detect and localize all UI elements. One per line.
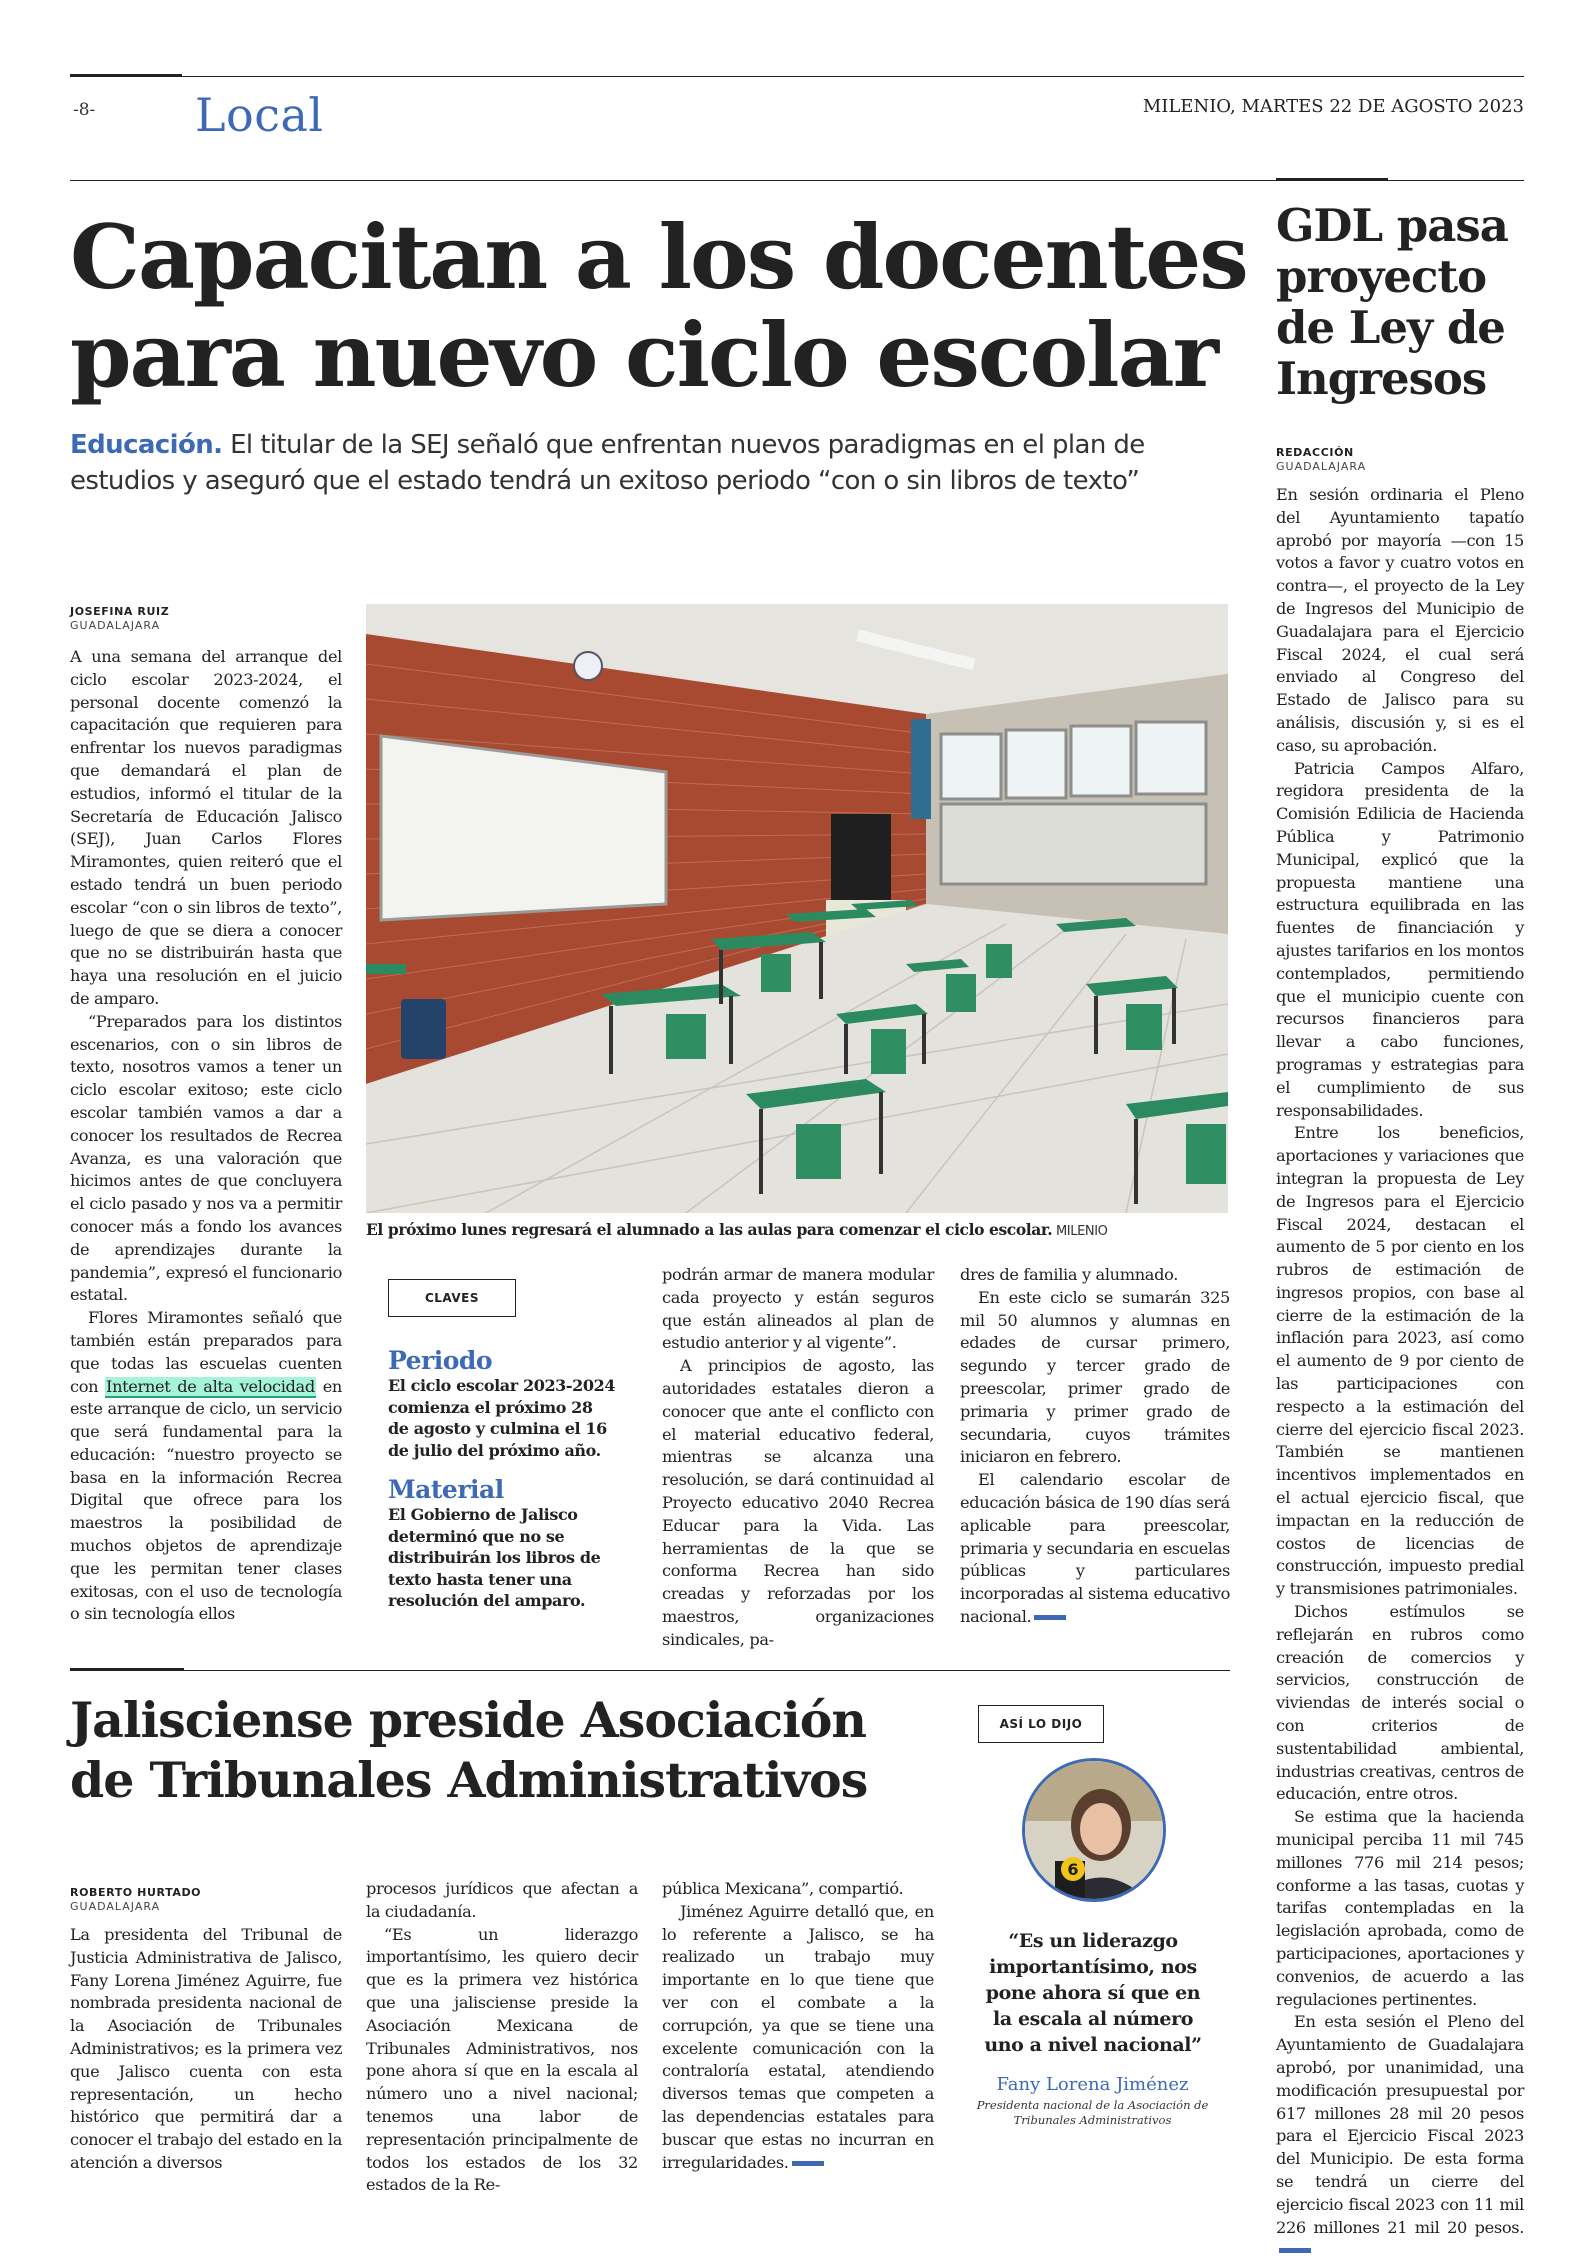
main-column-3 <box>662 1264 934 1652</box>
speaker-portrait <box>1022 1758 1166 1902</box>
masthead-accent-rule <box>70 74 182 77</box>
classroom-illustration <box>366 604 1228 1213</box>
side-paragraph: Entre los beneficios, aportaciones y variaciones que integran la propuesta de Ley de Ingresos para el Ejercicio Fiscal 2024, destacan el aumento de 5 por ciento en los rubros de estimación de ingresos propios, con base al cierre de la estimación de la inflación para 2023, así como el aumento de 9 por ciento de las participaciones con respecto a la estimación del cierre del ejercicio fiscal 2023. También se mantienen incentivos implementados en el actual ejercicio fiscal, que impactan en la reducción de costos de licencias de construcción, impuesto predial y transmisiones patrimoniales. <box>1276 1123 1524 1599</box>
dek-line2: estudios y aseguró que el estado tendrá un exitoso periodo “con o sin libros de texto” <box>70 466 1140 496</box>
dateline: MILENIO, MARTES 22 DE AGOSTO 2023 <box>1142 96 1524 117</box>
side-headline: GDL pasa proyecto de Ley de Ingresos <box>1276 199 1508 405</box>
main-paragraph: podrán armar de manera modular cada proyecto y están seguros que están alineados al plan de estudio anterior y al vigente”. <box>662 1265 934 1353</box>
end-mark <box>792 2161 824 2166</box>
main-headline-line2: para nuevo ciclo escolar <box>70 303 1217 407</box>
main-paragraph: “Preparados para los distintos escenarios, con o sin libros de texto, nosotros vamos a tener un ciclo escolar exitoso; este ciclo escolar también vamos a dar a conocer los resultados de Recrea Avanza, es una valoración que hicimos antes de que concluyera el ciclo pasado y nos va a permitir conocer más a fondo los avances de aprendizajes durante la pandemia”, expresó el funcionario estatal. <box>70 1011 342 1305</box>
dek-line1: El titular de la SEJ señaló que enfrentan nuevos paradigmas en el plan de <box>222 430 1145 460</box>
masthead-top-rule <box>182 76 1524 77</box>
side-paragraph: Patricia Campos Alfaro, regidora presidenta de la Comisión Edilicia de Hacienda Pública y Patrimonio Municipal, explicó que la propuesta mantiene una estructura equilibrada en las fuentes de financiación y ajustes tarifarios en los montos contemplados, permitiendo que el municipio cuente con recursos financieros para llevar a cabo funciones, programas y estrategias para el cumplimiento de sus responsabilidades. <box>1276 758 1524 1120</box>
second-paragraph: Jiménez Aguirre detalló que, en lo referente a Jalisco, se ha realizado un trabajo muy importante en lo que tiene que ver con el combate a la corrupción, ya que se tiene una excelente comunicación con la contraloría estatal, atendiendo diversos temas que competen a las dependencias estatales para buscar que estas no incurran en irregularidades. <box>662 1901 934 2172</box>
second-accent-rule <box>70 1668 184 1671</box>
portrait-illustration <box>1025 1761 1163 1899</box>
second-paragraph: procesos jurídicos que afectan a la ciudadanía. <box>366 1879 638 1921</box>
clave-text: El Gobierno de Jalisco determinó que no se distribuirán los libros de texto hasta tener una resolución del amparo. <box>388 1505 601 1610</box>
main-byline <box>70 605 169 632</box>
clave-text: El ciclo escolar 2023-2024 comienza el próximo 28 de agosto y culmina el 16 de julio del próximo año. <box>388 1376 616 1460</box>
second-headline <box>70 1690 1010 1810</box>
claves-panel <box>388 1346 618 1612</box>
quote-label: ASÍ LO DIJO <box>978 1705 1104 1743</box>
mic-flag-number: 6 <box>1067 1860 1079 1879</box>
main-headline-line1: Capacitan a los docentes <box>70 205 1247 309</box>
side-paragraph: En sesión ordinaria el Pleno del Ayuntamiento tapatío aprobó por mayoría —con 15 votos a favor y cuatro votos en contra—, el proyecto de la Ley de Ingresos del Municipio de Guadalajara para el Ejercicio Fiscal 2024, el cual será enviado al Congreso del Estado de Jalisco para su análisis, discusión y, si es el caso, su aprobación. <box>1276 485 1524 755</box>
main-paragraph: A una semana del arranque del ciclo escolar 2023-2024, el personal docente comenzó la capacitación que requieren para enfrentar los nuevos paradigmas que demandará el plan de estudios, informó el titular de la Secretaría de Educación Jalisco (SEJ), Juan Carlos Flores Miramontes, quien reiteró que el estado tendrá un buen periodo escolar “con o sin libros de texto”, luego de que se diera a conocer que no se distribuirán hasta que haya una resolución en el juicio de amparo. <box>70 647 342 1008</box>
main-paragraph: dres de familia y alumnado. <box>960 1265 1179 1284</box>
main-column-1 <box>70 646 342 1626</box>
second-column-3 <box>662 1878 934 2174</box>
main-paragraph: En este ciclo se sumarán 325 mil 50 alumnos y alumnas en edades de cursar primero, segundo y tercer grado de preescolar, primer grado de primaria y primer grado de secundaria, cuyos trámites iniciaron en febrero. <box>960 1287 1230 1467</box>
second-column-2 <box>366 1878 638 2197</box>
second-top-rule <box>184 1670 1230 1671</box>
main-paragraph: Flores Miramontes señaló que también están preparados para que todas las escuelas cuenten con Internet de alta velocidad en este arranque de ciclo, un servicio que será fundamental para la educación: “nuestro proyecto se basa en la información Recrea Digital que ofrece para los maestros la posibilidad de muchos objetos de aprendizaje que les permitan tener clases exitosas, con el uso de tecnología o sin tecnología ellos <box>70 1308 343 1624</box>
main-paragraph: El calendario escolar de educación básica de 190 días será aplicable para preescolar, primaria y secundaria en escuelas públicas y particulares incorporadas al sistema educativo nacional. <box>960 1470 1230 1626</box>
highlighted-text: Internet de alta velocidad <box>106 1376 315 1396</box>
byline-author: REDACCIÓN <box>1276 446 1354 459</box>
second-byline <box>70 1886 201 1913</box>
second-paragraph: La presidenta del Tribunal de Justicia Administrativa de Jalisco, Fany Lorena Jiménez Aguirre, fue nombrada presidenta nacional de la Asociación de Tribunales Administrativos; es la primera vez que Jalisco cuenta con esta representación, un hecho histórico que permitirá dar a conocer el trabajo del estado en la atención a diversos <box>70 1925 342 2172</box>
main-headline <box>70 205 1250 407</box>
dek-kicker: Educación. <box>70 430 223 460</box>
second-paragraph: “Es un liderazgo importantísimo, les quiero decir que es la primera vez histórica que una jalisciense preside la Asociación Mexicana de Tribunales Administrativos, nos pone ahora sí que en la escala al número uno a nivel nacional; tenemos una labor de representación principalmente de todos los estados de los 32 estados de la Re- <box>366 1924 638 2195</box>
side-byline <box>1276 446 1366 473</box>
page-number: -8- <box>73 100 96 120</box>
photo-caption: El próximo lunes regresará el alumnado a las aulas para comenzar el ciclo escolar. MILENIO <box>366 1220 1108 1239</box>
photo-credit: MILENIO <box>1052 1224 1108 1239</box>
end-mark <box>1034 1615 1066 1620</box>
byline-place: GUADALAJARA <box>70 1900 161 1913</box>
side-column <box>1276 484 1524 2262</box>
second-paragraph: pública Mexicana”, compartió. <box>662 1879 904 1898</box>
byline-author: ROBERTO HURTADO <box>70 1886 202 1899</box>
byline-author: JOSEFINA RUIZ <box>70 605 170 618</box>
end-mark <box>1279 2248 1311 2253</box>
byline-place: GUADALAJARA <box>1276 460 1367 473</box>
main-paragraph: A principios de agosto, las autoridades estatales dieron a conocer que ante el conflicto con el material educativo federal, mientras se alcanza una resolución, se dará continuidad al Proyecto educativo 2040 Recrea Educar para la Vida. Las herramientas de la que se conforma Recrea han sido creadas y reforzadas por los maestros, organizaciones sindicales, pa- <box>662 1356 934 1649</box>
quote-attribution-role: Presidenta nacional de la Asociación de Tribunales Administrativos <box>976 2098 1209 2127</box>
sidebar-accent-rule <box>1276 178 1388 181</box>
classroom-photo <box>366 604 1228 1213</box>
claves-label: CLAVES <box>388 1279 516 1317</box>
main-column-4 <box>960 1264 1230 1629</box>
clave-title: Periodo <box>388 1346 493 1375</box>
pull-quote: “Es un liderazgo importantísimo, nos pone ahora sí que en la escala al número uno a nivel nacional” <box>984 1930 1202 2056</box>
side-paragraph: En esta sesión el Pleno del Ayuntamiento de Guadalajara aprobó, por unanimidad, una modificación presupuestal por 617 millones 28 mil 20 pesos para el Ejercicio Fiscal 2023 del Municipio. De esta forma se tendrá un cierre del ejercicio fiscal 2023 con 11 mil 226 millones 21 mil 20 pesos. <box>1276 2011 1524 2262</box>
side-paragraph: Dichos estímulos se reflejarán en rubros como creación de comercios y servicios, construcción de viviendas de interés social o con criterios de sustentabilidad ambiental, industrias creativas, centros de educación, entre otros. <box>1276 1602 1524 1804</box>
second-column-1 <box>70 1924 342 2175</box>
main-dek <box>70 427 1240 499</box>
clave-title: Material <box>388 1475 504 1504</box>
second-headline-line2: de Tribunales Administrativos <box>70 1751 868 1809</box>
byline-place: GUADALAJARA <box>70 619 161 632</box>
second-headline-line1: Jalisciense preside Asociación <box>70 1691 867 1749</box>
quote-attribution-name: Fany Lorena Jiménez <box>996 2074 1189 2095</box>
side-paragraph: Se estima que la hacienda municipal perciba 11 mil 745 millones 776 mil 214 pesos; conforme a las tasas, cuotas y tarifas contempladas en la legislación aprobada, como de participaciones, aportaciones y convenios, de acuerdo a las regulaciones pertinentes. <box>1276 1807 1524 2009</box>
section-title: Local <box>195 88 324 142</box>
